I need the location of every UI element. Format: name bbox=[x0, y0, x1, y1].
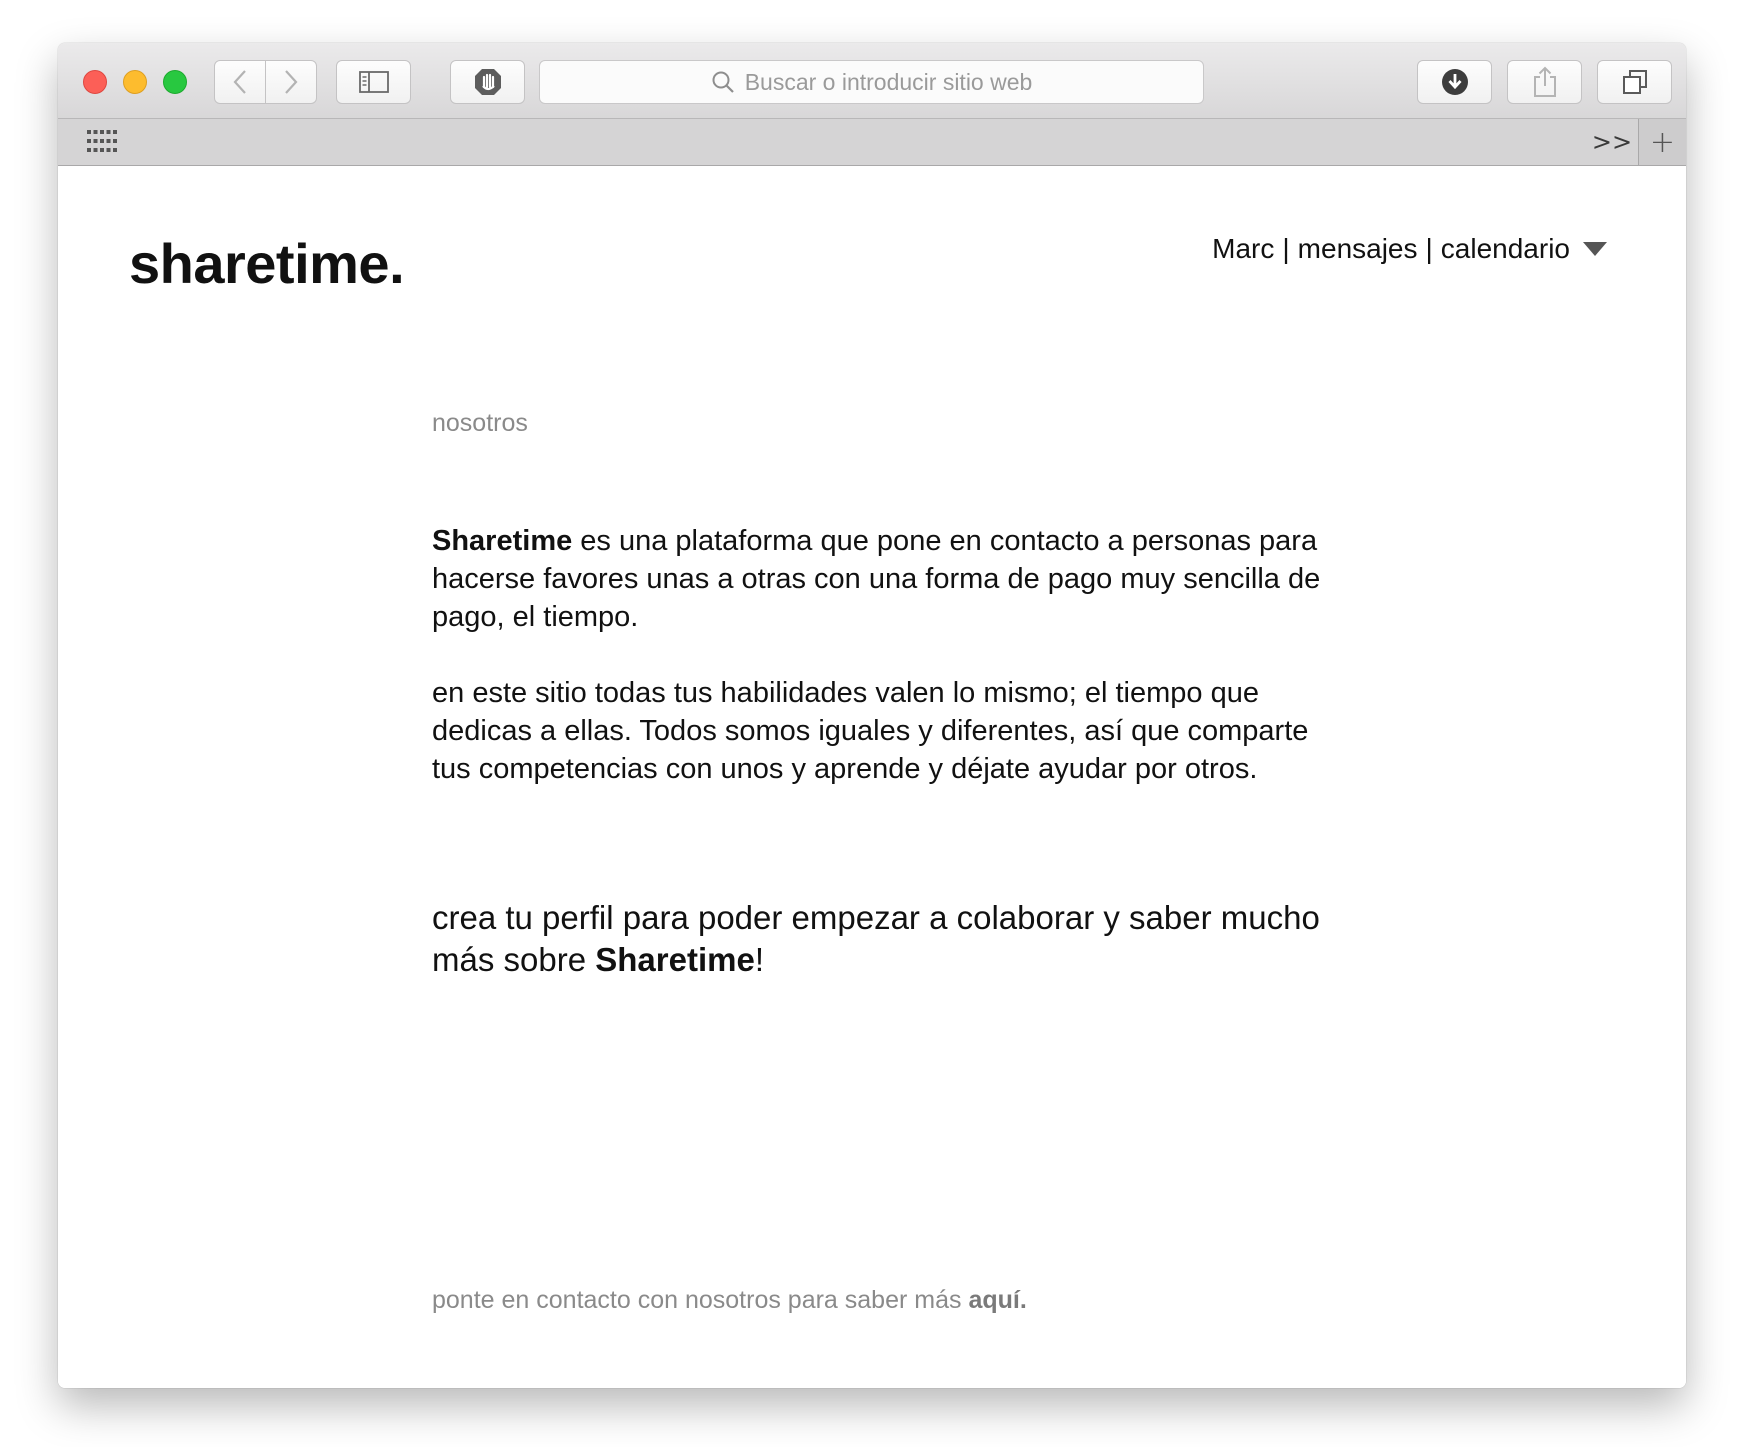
intro-paragraph bbox=[432, 522, 1332, 636]
web-page bbox=[58, 166, 1686, 1388]
nav-separator: | bbox=[1425, 233, 1433, 264]
share-button[interactable] bbox=[1507, 60, 1582, 104]
favorites-bar bbox=[58, 119, 1686, 166]
new-tab-button[interactable] bbox=[1638, 119, 1686, 165]
section-title: nosotros bbox=[432, 409, 528, 437]
user-nav bbox=[1212, 233, 1608, 265]
values-paragraph: en este sitio todas tus habilidades valen lo mismo; el tiempo que dedicas a ellas. Todos somos iguales y diferentes, así que comparte tus competencias con unos y aprende y déjate ayudar por otros. bbox=[432, 677, 1309, 785]
brand-name: Sharetime bbox=[432, 525, 573, 557]
forward-icon bbox=[283, 69, 299, 95]
footer-text: ponte en contacto con nosotros para saber más bbox=[432, 1286, 969, 1314]
nav-separator: | bbox=[1282, 233, 1290, 264]
cta-body: crea tu perfil para poder empezar a colaborar y saber mucho más sobre bbox=[432, 899, 1320, 978]
calendar-link[interactable]: calendario bbox=[1440, 233, 1570, 264]
share-icon bbox=[1532, 66, 1558, 98]
sidebar-icon bbox=[359, 71, 389, 93]
browser-toolbar bbox=[58, 43, 1686, 119]
back-icon bbox=[232, 69, 248, 95]
site-logo[interactable]: sharetime. bbox=[129, 232, 405, 295]
contact-link[interactable]: aquí. bbox=[968, 1286, 1027, 1314]
address-placeholder: Buscar o introducir sitio web bbox=[744, 68, 1033, 95]
zoom-window-button[interactable] bbox=[163, 70, 187, 94]
content-blocker-button[interactable] bbox=[450, 60, 525, 104]
downloads-button[interactable] bbox=[1417, 60, 1492, 104]
minimize-window-button[interactable] bbox=[123, 70, 147, 94]
forward-button[interactable] bbox=[265, 60, 317, 104]
back-button[interactable] bbox=[214, 60, 266, 104]
dropdown-caret-icon[interactable] bbox=[1582, 241, 1608, 257]
address-bar[interactable] bbox=[539, 60, 1204, 104]
tab-overview-button[interactable] bbox=[1597, 60, 1672, 104]
messages-link[interactable]: mensajes bbox=[1297, 233, 1418, 264]
chevron-double-right-icon: >> bbox=[1591, 128, 1633, 156]
browser-window bbox=[58, 43, 1686, 1388]
more-favorites-button[interactable] bbox=[1586, 119, 1638, 165]
tabs-icon bbox=[1622, 69, 1648, 95]
search-icon bbox=[711, 70, 735, 94]
cta-text bbox=[432, 897, 1332, 981]
cta-brand: Sharetime bbox=[595, 941, 755, 978]
user-name-link[interactable]: Marc bbox=[1212, 233, 1275, 264]
grid-icon[interactable] bbox=[87, 129, 117, 153]
hand-icon bbox=[473, 67, 503, 97]
sidebar-toggle-button[interactable] bbox=[336, 60, 411, 104]
cta-end: ! bbox=[754, 941, 764, 978]
footer-contact bbox=[432, 1286, 1027, 1315]
download-icon bbox=[1441, 68, 1469, 96]
plus-icon: + bbox=[1649, 124, 1676, 160]
close-window-button[interactable] bbox=[83, 70, 107, 94]
intro-text: es una plataforma que pone en contacto a personas para hacerse favores unas a otras con una forma de pago muy sencilla de pago, el tiempo. bbox=[432, 525, 1321, 633]
